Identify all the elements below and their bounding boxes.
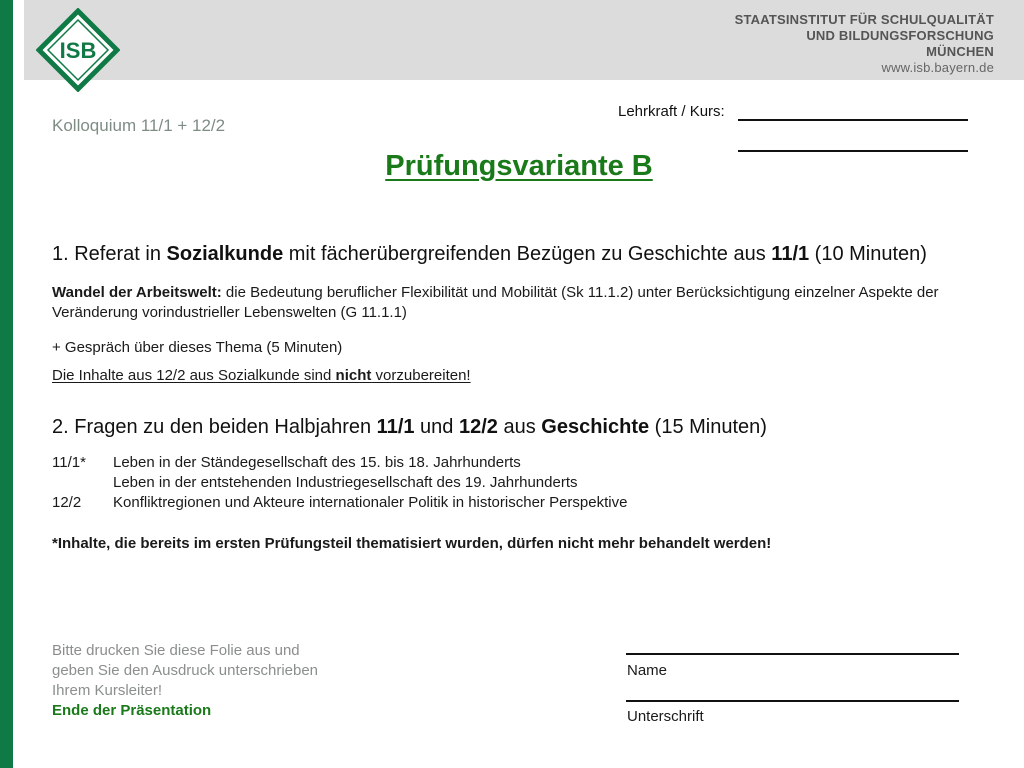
section1-heading-part: mit fächerübergreifenden Bezügen zu Geschichte aus	[283, 243, 772, 265]
institute-line3: MÜNCHEN	[926, 44, 994, 59]
section1-heading-part: (10 Minuten)	[809, 243, 927, 265]
section2-heading-part: aus	[497, 416, 542, 438]
isb-logo	[36, 8, 120, 92]
section1-hint	[52, 367, 471, 384]
list-item	[52, 493, 752, 513]
name-signature-line	[626, 653, 959, 655]
institute-url[interactable]: www.isb.bayern.de	[881, 60, 994, 75]
section1-heading	[52, 243, 927, 266]
section2-heading	[52, 416, 767, 439]
list-item-text: Leben in der entstehenden Industriegesellschaft des 19. Jahrhunderts	[113, 474, 578, 491]
lehrkraft-line-1	[738, 119, 968, 121]
section2-heading-part: (15 Minuten)	[649, 416, 767, 438]
list-item-text: Leben in der Ständegesellschaft des 15. bis 18. Jahrhunderts	[113, 454, 521, 471]
logo-text: ISB	[59, 38, 97, 63]
section2-heading-term: 12/2	[458, 416, 498, 438]
left-accent-bar	[0, 0, 13, 768]
footer-instruction: Bitte drucken Sie diese Folie aus und geben Sie den Ausdruck unterschrieben Ihrem Kursleiter!	[52, 642, 319, 699]
institute-block	[735, 12, 994, 76]
page-title: Prüfungsvariante B	[385, 150, 653, 182]
section1-topic	[52, 283, 982, 323]
kolloquium-label: Kolloquium 11/1 + 12/2	[52, 116, 226, 135]
list-item	[52, 453, 752, 473]
list-item-code: 11/1*	[52, 454, 86, 471]
footer-end-label: Ende der Präsentation	[52, 702, 212, 719]
topic-label: Wandel der Arbeitswelt:	[52, 284, 222, 301]
section2-note: *Inhalte, die bereits im ersten Prüfungsteil thematisiert wurden, dürfen nicht mehr behandelt werden!	[52, 535, 772, 552]
lehrkraft-label: Lehrkraft / Kurs:	[618, 103, 725, 120]
section2-heading-subject: Geschichte	[541, 416, 650, 438]
hint-emphasis: nicht	[335, 367, 372, 384]
signature-line	[626, 700, 959, 702]
footer-instruction-block	[52, 641, 322, 721]
section2-heading-part: und	[414, 416, 459, 438]
section2-heading-part: 2. Fragen zu den beiden Halbjahren	[52, 416, 377, 438]
topic-text: die Bedeutung beruflicher Flexibilität und Mobilität (Sk 11.1.2) unter Berücksichtigung einzelner Aspekte der Veränderung vorindustrieller Lebenswelten (G 11.1.1)	[52, 284, 939, 321]
hint-part: Die Inhalte aus 12/2 aus Sozialkunde sind	[52, 367, 336, 384]
signature-label: Unterschrift	[627, 708, 704, 725]
hint-part: vorzubereiten!	[371, 367, 471, 384]
section2-heading-term: 11/1	[376, 416, 415, 438]
list-item-code: 12/2	[52, 494, 82, 511]
section1-heading-part: 1. Referat in	[52, 243, 167, 265]
institute-line2: UND BILDUNGSFORSCHUNG	[806, 28, 994, 43]
name-label: Name	[627, 662, 668, 679]
list-item	[52, 473, 752, 493]
section1-heading-term: 11/1	[771, 243, 810, 265]
section1-heading-subject: Sozialkunde	[166, 243, 284, 265]
section1-gespraech: + Gespräch über dieses Thema (5 Minuten)	[52, 339, 343, 356]
institute-line1: STAATSINSTITUT FÜR SCHULQUALITÄT	[734, 12, 994, 27]
list-item-text: Konfliktregionen und Akteure internationaler Politik in historischer Perspektive	[113, 494, 628, 511]
